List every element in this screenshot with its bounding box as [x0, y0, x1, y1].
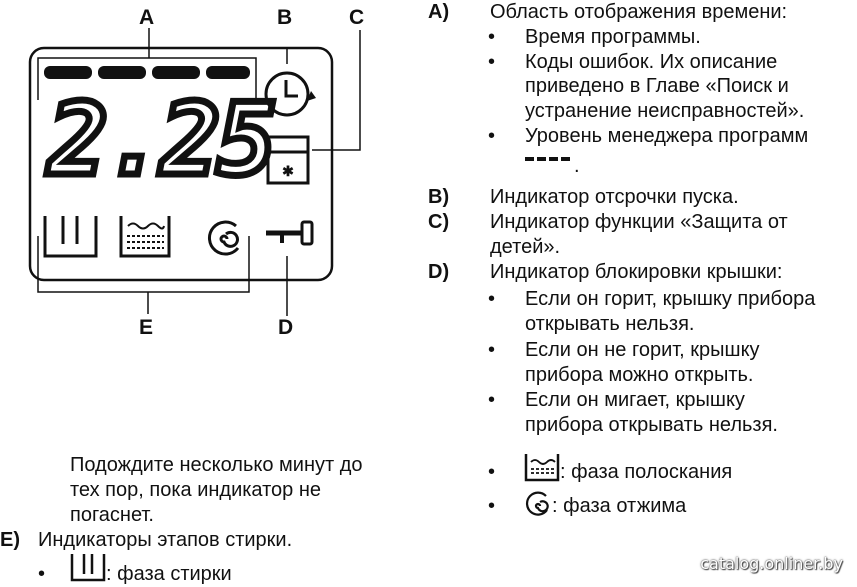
- key-icon: [266, 222, 312, 316]
- label-c: C: [349, 6, 365, 29]
- label-a: A: [139, 6, 155, 29]
- spin-text: : фаза отжима: [552, 495, 687, 517]
- dash-suffix: .: [574, 155, 580, 177]
- label-b: B: [277, 6, 293, 29]
- time-display: 2.25: [48, 81, 273, 198]
- rinse-text: : фаза полоскания: [560, 461, 733, 483]
- spin-icon: [209, 222, 238, 254]
- wash-icon: [45, 216, 96, 256]
- segment-bars: [44, 66, 250, 79]
- item-e-text: Индикаторы этапов стирки.: [38, 529, 293, 551]
- rinse-icon: [524, 452, 560, 482]
- watermark: catalog.onliner.by: [700, 554, 843, 573]
- svg-text:✱: ✱: [282, 163, 294, 179]
- note-line: тех пор, пока индикатор не: [70, 479, 322, 501]
- spin-icon: [524, 488, 554, 518]
- label-d: D: [278, 316, 294, 339]
- rinse-icon: [121, 216, 169, 256]
- panel-diagram: [0, 0, 430, 350]
- label-e: E: [139, 316, 154, 339]
- wash-icon: [70, 552, 106, 582]
- note-line: Подождите несколько минут до: [70, 454, 363, 476]
- list-item-wash: •: [38, 563, 46, 585]
- wash-text: : фаза стирки: [106, 563, 232, 585]
- child-lock-icon: [268, 30, 360, 183]
- note-line: погаснет.: [70, 504, 154, 526]
- item-e-key: E): [0, 529, 20, 551]
- clock-delay-icon: [266, 48, 316, 115]
- dash-indicator: [525, 157, 571, 161]
